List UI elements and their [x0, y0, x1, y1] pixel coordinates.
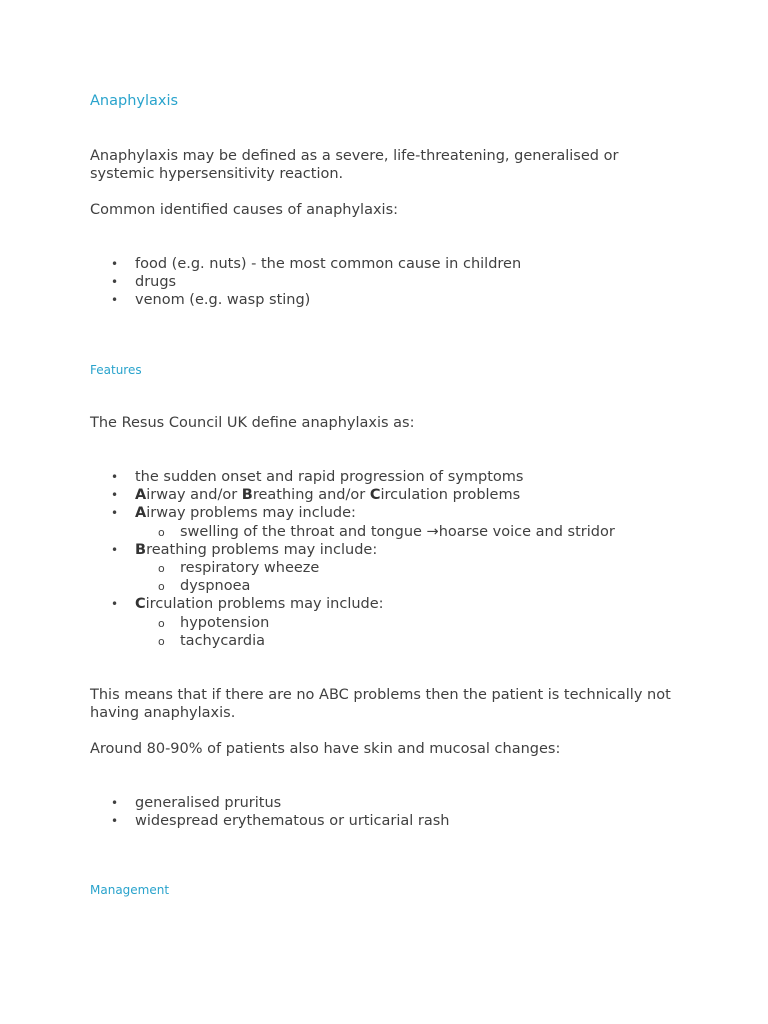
- abc-note-paragraph: This means that if there are no ABC problems then the patient is technically not having anaphylaxis.: [90, 687, 671, 721]
- features-heading: Features: [90, 363, 142, 377]
- list-item: • drugs: [90, 273, 521, 291]
- abc-letter-c: C: [369, 487, 381, 504]
- resus-definition-intro: The Resus Council UK define anaphylaxis as:: [90, 415, 415, 431]
- airway-sublist: [135, 523, 615, 541]
- list-item-abc: [90, 486, 615, 504]
- management-heading: Management: [90, 883, 170, 897]
- airway-letter: A: [135, 505, 147, 522]
- sublist-item: o respiratory wheeze: [135, 559, 615, 577]
- circulation-sublist: [135, 614, 615, 650]
- skin-changes-intro: Around 80-90% of patients also have skin and mucosal changes:: [90, 741, 561, 757]
- list-item-onset: • the sudden onset and rapid progression of symptoms: [90, 468, 615, 486]
- breathing-letter: B: [135, 541, 147, 558]
- causes-list: [90, 255, 521, 310]
- abc-text-c: irculation problems: [380, 487, 521, 504]
- definition-paragraph: Anaphylaxis may be defined as a severe, life-threatening, generalised or systemic hypersensitivity reaction.: [90, 148, 619, 182]
- circulation-letter: C: [135, 596, 146, 613]
- list-item: • generalised pruritus: [90, 794, 449, 812]
- page-title: Anaphylaxis: [90, 93, 179, 109]
- list-item: • food (e.g. nuts) - the most common cause in children: [90, 255, 521, 273]
- list-item: • widespread erythematous or urticarial rash: [90, 812, 449, 830]
- abc-text-a: irway and/or: [146, 487, 242, 504]
- sublist-item: o hypotension: [135, 614, 615, 632]
- abc-letter-a: A: [135, 487, 147, 504]
- abc-letter-b: B: [241, 487, 253, 504]
- list-item: • venom (e.g. wasp sting): [90, 291, 521, 309]
- airway-text: irway problems may include:: [146, 505, 356, 522]
- list-item-circulation: [90, 595, 615, 650]
- skin-changes-list: [90, 794, 449, 830]
- causes-heading: Common identified causes of anaphylaxis:: [90, 202, 399, 218]
- breathing-sublist: [135, 559, 615, 595]
- list-item-airway: [90, 504, 615, 540]
- sublist-item: o dyspnoea: [135, 577, 615, 595]
- sublist-item: o tachycardia: [135, 632, 615, 650]
- sublist-item: o swelling of the throat and tongue →hoarse voice and stridor: [135, 523, 615, 541]
- resus-criteria-list: [90, 468, 615, 650]
- list-item-breathing: [90, 541, 615, 596]
- abc-text-b: reathing and/or: [252, 487, 370, 504]
- breathing-text: reathing problems may include:: [146, 541, 378, 558]
- circulation-text: irculation problems may include:: [145, 596, 384, 613]
